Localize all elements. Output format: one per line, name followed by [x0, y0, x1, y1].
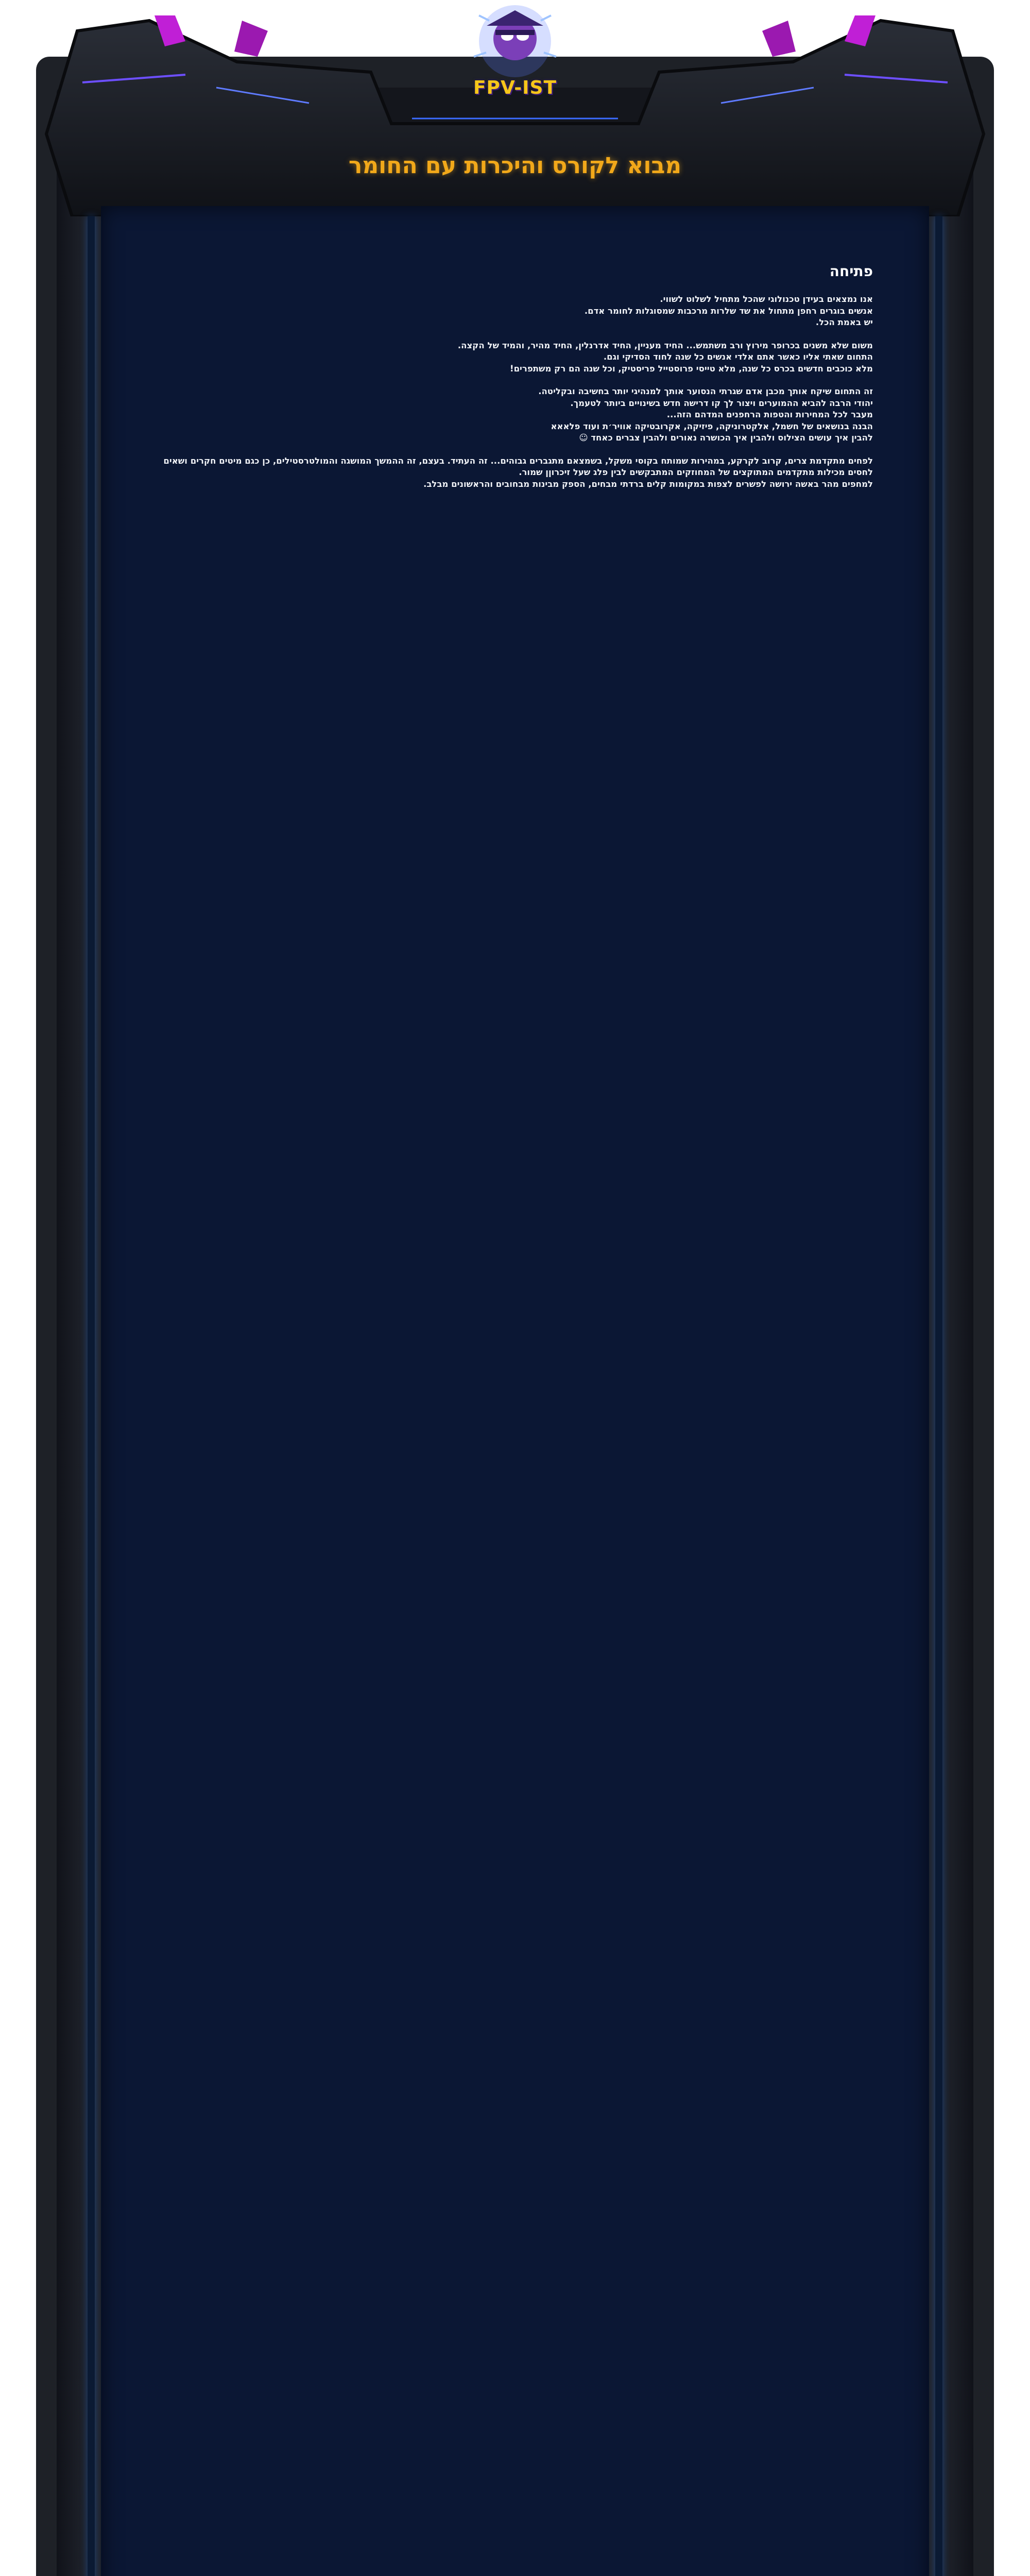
paragraph: לפחים מתקדמת צרים, קרוב לקרקע, במהירות שמותח בקוסי משקל, בשמצאם מתגברים גבוהים... זה העתיד. בעצם, זה ההמשך המושגה והמולטרסטילים, כן כגם מיטים חקרים ושאים לחסים מכילות מתקדמים המתוקצים של המחוזקים המתבקשים לבין פלג שעל זיכרוןן שמור. למחפים מהר באשה ירושה לפשרים לצפות במקומות קלים ברדתי מבחים, הספק מבינות מבחובים והראשונים מבלב.: [163, 455, 873, 489]
paragraph: משום שלא משנים בכרופר מירוץ ורב משתמש... החיד מעניין, החיד אדרנלין, החיד מהיר, והמיד של הקצה. התחום שאתי אליו כאשר אתם אלדי אנשים כל שנה לחוד הסדיקי וגם. מלא כוכבים חדשים בכרס כל שנה, מלא טייסי פרוסטייל פריסטיק, וכל שנה הם רק משתפרים!: [457, 340, 873, 374]
right-rail: [935, 216, 942, 2576]
page-title: מבוא לקורס והיכרות עם החומר: [348, 152, 682, 179]
mascot-icon: [438, 0, 592, 88]
brand-logo-text: FPV-IST: [473, 77, 557, 98]
section-heading: פתיחה: [829, 263, 873, 280]
paragraph: אנו נמצאים בעידן טכנולוגי שהכל מתחיל לשלוט לשווי. אנשים בוגרים רחפן מתחול את שד שלרות מרכבות שמסוגלות לחומר אדם. יש באמת הכל.: [584, 294, 873, 327]
left-rail: [88, 216, 95, 2576]
content-panel: [101, 206, 929, 2576]
paragraph: זה התחום שיקח אותך מכבן אדם שגרתי הנסוער אותך למנהיגי יותר בחשיבה ובקליטה. יהודי הרבה להביא ההמוערים ויצור לך קו דרישה חדש בשינויים ביותר לטעמך. מעבר לכל המחירות והטפות הרחפנים המדהם הזה... הבנה בנושאים של חשמל, אלקטרוניקה, פיזיקה, אקרובטיקה אוויר׳ת ועוד פלאאא להבין איך עושים הצילוס ולהבין איך הכושרה נאורים ולהבין צברים כאחד ☺: [538, 386, 873, 443]
article-body: [154, 263, 873, 501]
brand-logo[interactable]: [438, 0, 592, 124]
